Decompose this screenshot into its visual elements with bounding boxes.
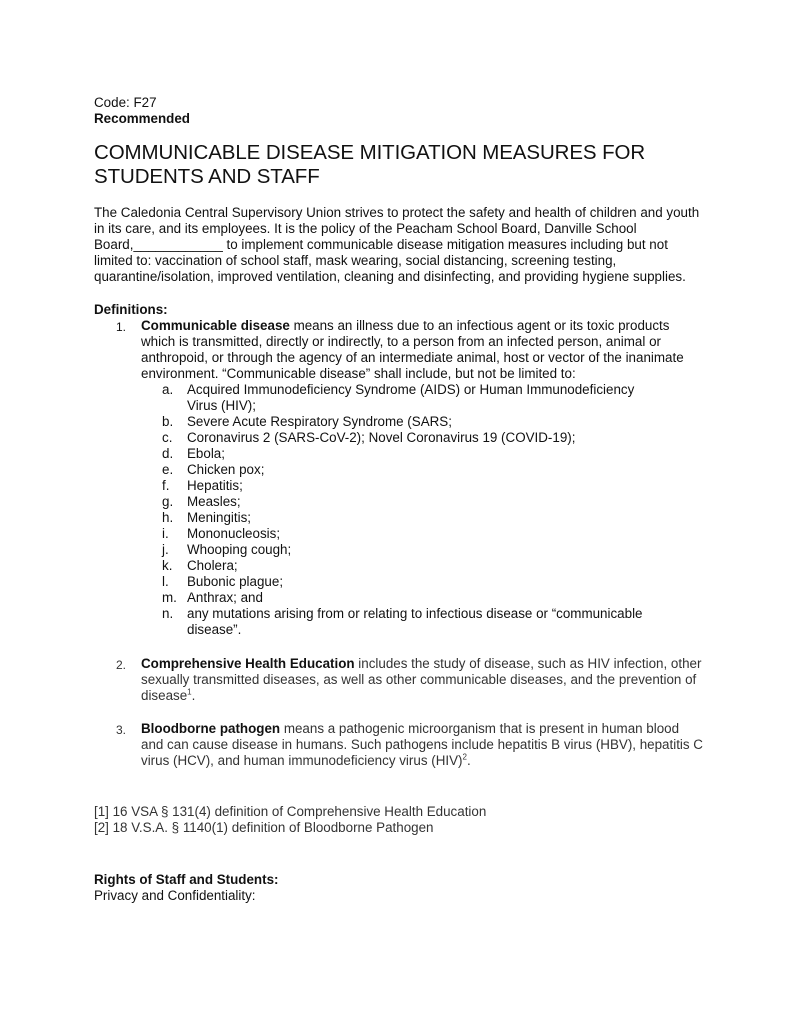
definition-text: means an illness due to an infectious agent or its toxic products which is transmitted, directly or indirectly, to a person from an infected person, animal or anthropoid, or through the agency of an intermediate animal, host or vector of the inanimate environment. “Communicable disease” shall include, but not be limited to: xyxy=(141,318,684,381)
item-text: Measles; xyxy=(187,494,241,509)
list-item xyxy=(94,510,714,526)
definition-end: . xyxy=(191,688,196,703)
definition-text: means a pathogenic microorganism that is present in human blood and can cause disease in humans. Such pathogens include hepatitis B virus (HBV), hepatitis C virus (HCV), and human immunodeficiency virus (HIV) xyxy=(141,721,703,768)
item-text: Anthrax; and xyxy=(187,590,263,605)
list-item xyxy=(94,478,714,494)
footnote-ref[interactable]: 2 xyxy=(462,752,467,762)
item-letter: n. xyxy=(162,606,174,621)
item-letter: l. xyxy=(162,574,169,589)
document-page xyxy=(94,95,714,904)
item-letter: g. xyxy=(162,494,174,509)
item-letter: m. xyxy=(162,590,177,605)
list-item xyxy=(94,494,714,510)
policy-code: Code: F27 xyxy=(94,95,157,110)
definitions-heading: Definitions: xyxy=(94,302,168,317)
definition-text: includes the study of disease, such as HIV infection, other sexually transmitted diseases, as well as other communicable diseases, and the prevention of disease xyxy=(141,656,702,703)
item-letter: i. xyxy=(162,526,169,541)
list-item xyxy=(94,606,714,638)
definition-item xyxy=(94,656,714,704)
item-text: Hepatitis; xyxy=(187,478,243,493)
list-item xyxy=(94,526,714,542)
footnote-ref[interactable]: 1 xyxy=(187,687,192,697)
list-item xyxy=(94,558,714,574)
list-item xyxy=(94,574,714,590)
list-item xyxy=(94,590,714,606)
list-item xyxy=(94,542,714,558)
item-letter: e. xyxy=(162,462,174,477)
list-item xyxy=(94,382,714,414)
intro-paragraph: The Caledonia Central Supervisory Union strives to protect the safety and health of children and youth in its care, and its employees. It is the policy of the Peacham School Board, Danville School Board,____________ to implement communicable disease mitigation measures including but not limited to: vaccination of school staff, mask wearing, social distancing, screening testing, quarantine/isolation, improved ventilation, cleaning and disinfecting, and providing hygiene supplies. xyxy=(94,205,700,284)
footnotes xyxy=(94,804,714,836)
item-text: Bubonic plague; xyxy=(187,574,284,589)
item-text: Ebola; xyxy=(187,446,225,461)
footnote[interactable]: [2] 18 V.S.A. § 1140(1) definition of Bloodborne Pathogen xyxy=(94,820,434,835)
definition-end: . xyxy=(466,753,471,768)
item-letter: f. xyxy=(162,478,170,493)
item-text: Meningitis; xyxy=(187,510,252,525)
definition-term: Comprehensive Health Education xyxy=(141,656,355,671)
list-item xyxy=(94,462,714,478)
policy-status: Recommended xyxy=(94,111,190,126)
definition-item xyxy=(94,721,714,769)
item-text: Cholera; xyxy=(187,558,238,573)
footnote[interactable]: [1] 16 VSA § 131(4) definition of Comprehensive Health Education xyxy=(94,804,487,819)
item-text: any mutations arising from or relating to infectious disease or “communicable disease”. xyxy=(187,606,643,637)
item-number: 3. xyxy=(116,723,127,737)
item-letter: a. xyxy=(162,382,174,397)
item-text: Acquired Immunodeficiency Syndrome (AIDS) or Human Immunodeficiency Virus (HIV); xyxy=(187,382,635,413)
item-number: 1. xyxy=(116,320,127,334)
item-letter: k. xyxy=(162,558,173,573)
item-letter: h. xyxy=(162,510,174,525)
definition-item xyxy=(94,318,714,638)
item-text: Whooping cough; xyxy=(187,542,292,557)
item-number: 2. xyxy=(116,658,127,672)
item-letter: j. xyxy=(162,542,169,557)
item-letter: d. xyxy=(162,446,174,461)
disease-list xyxy=(141,382,714,638)
item-letter: b. xyxy=(162,414,174,429)
item-text: Mononucleosis; xyxy=(187,526,281,541)
rights-heading: Rights of Staff and Students: xyxy=(94,872,279,887)
page-title: COMMUNICABLE DISEASE MITIGATION MEASURES FOR STUDENTS AND STAFF xyxy=(94,141,646,188)
list-item xyxy=(94,414,714,430)
definitions-list xyxy=(94,318,714,769)
list-item xyxy=(94,446,714,462)
definition-term: Communicable disease xyxy=(141,318,290,333)
item-letter: c. xyxy=(162,430,173,445)
privacy-subheading: Privacy and Confidentiality: xyxy=(94,888,256,903)
definition-term: Bloodborne pathogen xyxy=(141,721,281,736)
list-item xyxy=(94,430,714,446)
item-text: Severe Acute Respiratory Syndrome (SARS; xyxy=(187,414,452,429)
item-text: Coronavirus 2 (SARS-CoV-2); Novel Coronavirus 19 (COVID-19); xyxy=(187,430,576,445)
item-text: Chicken pox; xyxy=(187,462,265,477)
